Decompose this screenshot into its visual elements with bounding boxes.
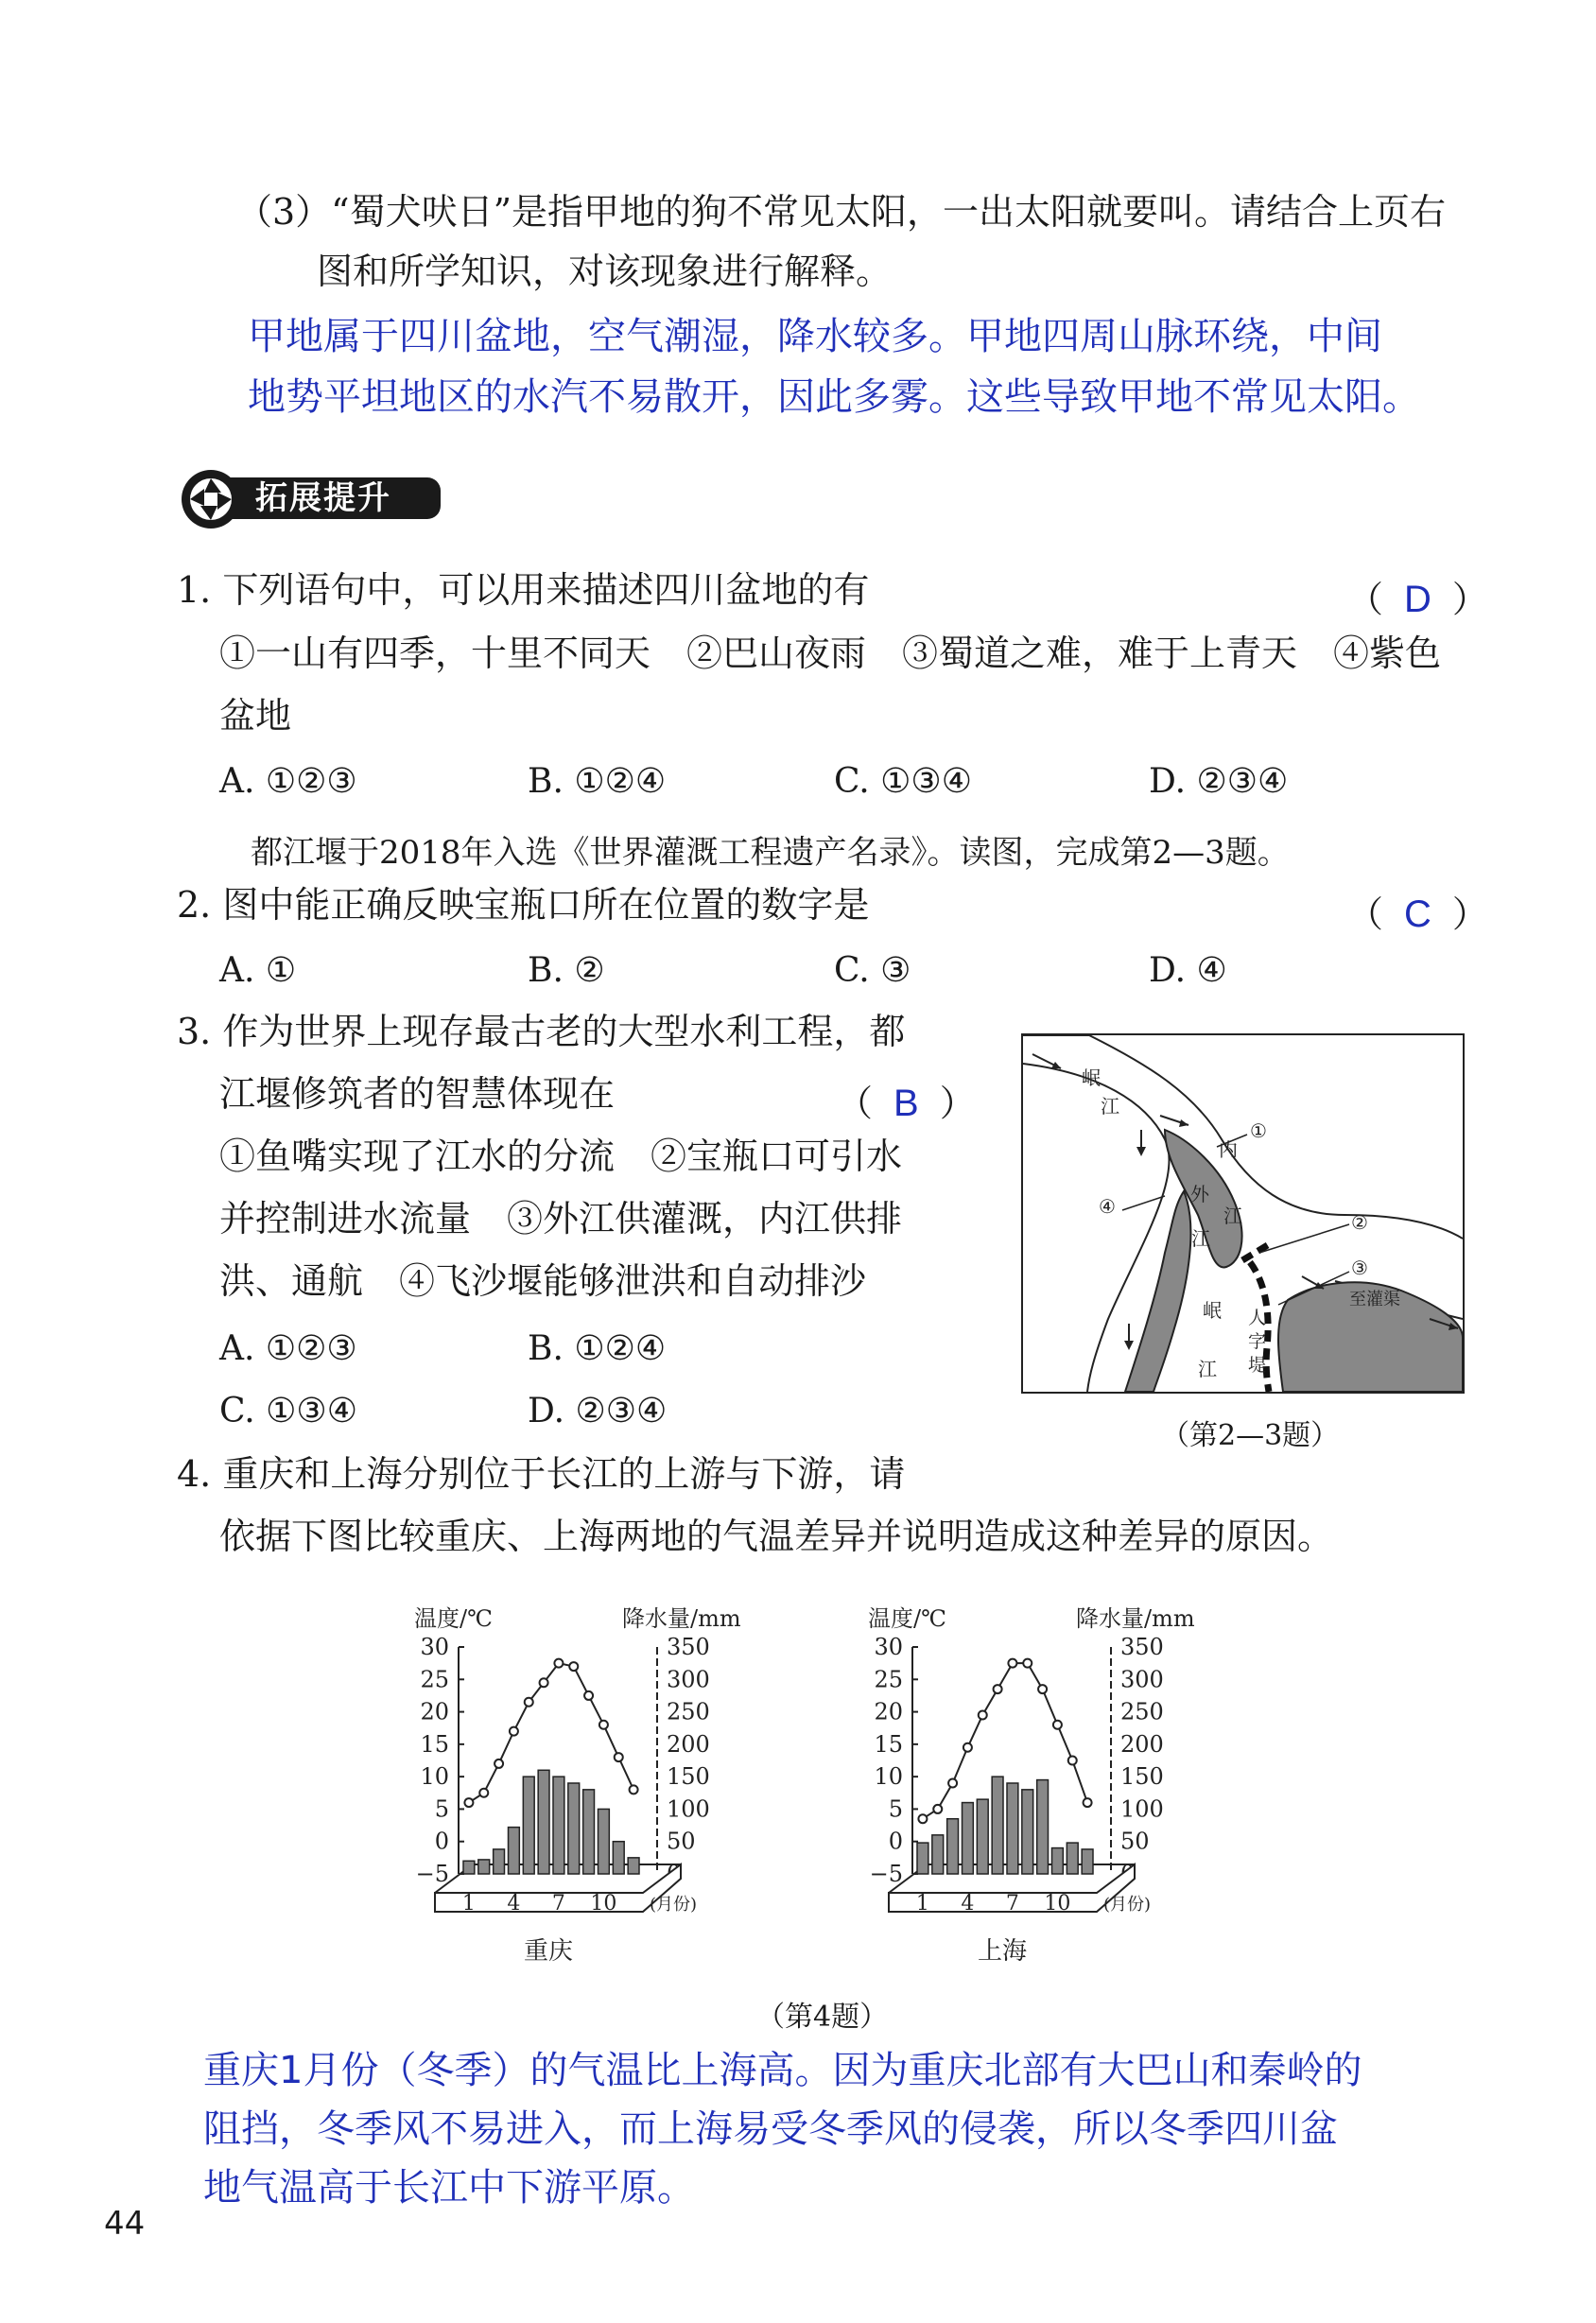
q1-items-line1: ①一山有四季，十里不同天 ②巴山夜雨 ③蜀道之难，难于上青天 ④紫色: [219, 633, 1442, 674]
temp-tick-label: 25: [874, 1666, 903, 1693]
map-label-wai: 外: [1190, 1183, 1209, 1205]
temp-point-7: [554, 1659, 563, 1668]
temp-tick-label: 15: [874, 1730, 903, 1758]
section-title: 拓展提升: [217, 477, 441, 519]
month-tick-label: 1: [915, 1892, 929, 1916]
precip-tick-label: 250: [667, 1698, 710, 1725]
precip-bar-10: [1052, 1848, 1064, 1874]
precip-tick-label: 50: [1120, 1828, 1150, 1855]
month-tick-label: 1: [461, 1892, 476, 1916]
q4-line2: 依据下图比较重庆、上海两地的气温差异并说明造成这种差异的原因。: [219, 1516, 1334, 1557]
temp-point-6: [540, 1678, 548, 1687]
temp-point-9: [1038, 1685, 1047, 1693]
map-label-di: 堤: [1248, 1355, 1267, 1376]
temp-point-8: [569, 1662, 578, 1671]
q4-caption: （第4题）: [756, 2001, 889, 2034]
chart-title: 重庆: [523, 1937, 574, 1966]
precip-tick-label: 100: [1120, 1795, 1164, 1823]
precip-bar-8: [1022, 1790, 1033, 1874]
temp-line: [923, 1663, 1087, 1819]
q3b-paren-close: ）: [939, 1083, 976, 1124]
q3b-answer: B: [893, 1083, 919, 1124]
shanghai-climate-chart: [851, 1598, 1210, 1976]
dujiangyan-map-svg: [1023, 1035, 1463, 1392]
month-tick-label: 4: [961, 1892, 975, 1916]
temp-line: [469, 1663, 633, 1802]
month-tick-label: 7: [1005, 1892, 1019, 1916]
q1-paren-open: （: [1347, 579, 1384, 620]
precip-tick-label: 300: [667, 1666, 710, 1693]
temp-tick-label: −5: [869, 1861, 903, 1887]
flying-sand-weir: [1242, 1243, 1271, 1260]
precip-bar-6: [992, 1777, 1003, 1874]
precip-tick-label: 150: [667, 1763, 710, 1791]
dujiangyan-map: [1021, 1033, 1465, 1394]
temp-tick-label: 30: [874, 1634, 903, 1660]
q2-option-b: B. ②: [528, 951, 605, 990]
precip-tick-label: 200: [667, 1730, 710, 1758]
q2-answer: C: [1404, 893, 1431, 935]
precip-bar-7: [553, 1777, 564, 1874]
temp-point-9: [584, 1691, 593, 1700]
temp-tick-label: 5: [434, 1795, 449, 1823]
temp-point-11: [615, 1753, 623, 1761]
temp-point-3: [948, 1779, 957, 1788]
month-tick-label: 7: [551, 1892, 565, 1916]
map-label-n4: ④: [1099, 1195, 1116, 1218]
q2-answer-paren: [1347, 885, 1488, 937]
precip-bar-12: [1082, 1849, 1093, 1874]
temp-tick-label: 15: [420, 1730, 449, 1758]
precip-axis-title: 降水量/mm: [622, 1605, 741, 1632]
precip-bar-11: [1067, 1843, 1078, 1874]
precip-bar-5: [523, 1777, 534, 1874]
temp-tick-label: 30: [420, 1634, 449, 1660]
map-label-n1: ①: [1250, 1119, 1267, 1142]
temp-tick-label: 0: [888, 1828, 903, 1855]
q4-answer-line2: 阻挡，冬季风不易进入，而上海易受冬季风的侵袭，所以冬季四川盆: [203, 2107, 1338, 2151]
precip-bar-6: [538, 1770, 549, 1874]
q4-answer-line3: 地气温高于长江中下游平原。: [203, 2166, 695, 2210]
q1-stem: 1. 下列语句中，可以用来描述四川盆地的有: [177, 569, 870, 611]
intro-text: 都江堰于2018年入选《世界灌溉工程遗产名录》。读图，完成第2—3题。: [251, 834, 1290, 872]
q2-paren-open: （: [1347, 893, 1384, 935]
precip-bar-10: [598, 1809, 610, 1874]
q1-paren-close: ）: [1451, 579, 1488, 620]
temp-tick-label: 20: [420, 1698, 449, 1725]
temp-tick-label: 20: [874, 1698, 903, 1725]
chongqing-climate-chart: [397, 1598, 756, 1976]
q2-option-c: C. ③: [834, 951, 911, 990]
precip-tick-label: 350: [1120, 1634, 1164, 1660]
q3b-option-b: B. ①②④: [528, 1329, 667, 1368]
temp-point-4: [510, 1727, 518, 1736]
temp-point-2: [933, 1805, 942, 1813]
map-caption: （第2—3题）: [1161, 1419, 1340, 1452]
q1-option-d: D. ②③④: [1149, 762, 1289, 801]
q2-stem: 2. 图中能正确反映宝瓶口所在位置的数字是: [177, 884, 870, 926]
q1-option-b: B. ①②④: [528, 762, 667, 801]
map-label-min-top: 岷: [1082, 1066, 1101, 1089]
temp-point-1: [464, 1798, 473, 1807]
q1-option-a: A. ①②③: [219, 762, 357, 801]
temp-point-10: [1053, 1721, 1062, 1729]
month-axis-title: (月份): [650, 1895, 698, 1915]
precip-bar-9: [1037, 1780, 1049, 1874]
precip-bar-12: [628, 1858, 639, 1874]
q2-option-a: A. ①: [219, 951, 297, 990]
precip-tick-label: 300: [1120, 1666, 1164, 1693]
precip-tick-label: 350: [667, 1634, 710, 1660]
month-axis-title: (月份): [1103, 1895, 1152, 1915]
q3b-line1: 3. 作为世界上现存最古老的大型水利工程，都: [177, 1011, 906, 1052]
temp-axis-title: 温度/℃: [868, 1605, 946, 1632]
q2-option-d: D. ④: [1149, 951, 1227, 990]
section-banner: [180, 468, 442, 527]
temp-tick-label: 10: [420, 1763, 449, 1791]
precip-tick-label: 250: [1120, 1698, 1164, 1725]
precip-bar-4: [509, 1828, 520, 1874]
temp-tick-label: 10: [874, 1763, 903, 1791]
q3b-paren-open: （: [837, 1083, 874, 1124]
map-label-jiang-top: 江: [1101, 1095, 1119, 1118]
map-label-renzi: 人: [1248, 1308, 1267, 1328]
chart-title: 上海: [977, 1937, 1028, 1966]
precip-bar-7: [1007, 1783, 1018, 1874]
map-label-zi: 字: [1248, 1331, 1267, 1352]
q1-option-c: C. ①③④: [834, 762, 972, 801]
page-number: 44: [104, 2205, 146, 2243]
q3b-line3: ①鱼嘴实现了江水的分流 ②宝瓶口可引水: [219, 1135, 903, 1177]
temp-point-10: [599, 1721, 608, 1729]
temp-point-4: [963, 1743, 972, 1752]
temp-tick-label: 5: [888, 1795, 903, 1823]
q3-answer-line2: 地势平坦地区的水汽不易散开，因此多雾。这些导致甲地不常见太阳。: [248, 375, 1420, 419]
map-label-wai-jiang: 江: [1191, 1227, 1210, 1250]
precip-bar-2: [932, 1835, 944, 1874]
temp-point-12: [630, 1785, 638, 1794]
temp-point-11: [1068, 1757, 1077, 1765]
temp-point-6: [994, 1685, 1002, 1693]
precip-bar-2: [478, 1860, 490, 1874]
month-tick-label: 4: [507, 1892, 521, 1916]
precip-bar-3: [494, 1849, 505, 1874]
map-label-min-bottom: 岷: [1203, 1299, 1222, 1322]
precip-tick-label: 50: [667, 1828, 696, 1855]
map-label-to-irrigation: 至灌渠: [1349, 1290, 1400, 1309]
q3-line2: 图和所学知识，对该现象进行解释。: [317, 251, 893, 292]
precip-bar-9: [583, 1790, 595, 1874]
q3-line1: （3）“蜀犬吠日”是指甲地的狗不常见太阳，一出太阳就要叫。请结合上页右: [236, 191, 1447, 233]
temp-tick-label: 25: [420, 1666, 449, 1693]
temp-point-5: [525, 1698, 533, 1707]
map-label-nei: 内: [1219, 1138, 1238, 1161]
precip-bar-8: [568, 1783, 580, 1874]
temp-axis-title: 温度/℃: [414, 1605, 493, 1632]
q3b-line2: 江堰修筑者的智慧体现在: [219, 1073, 616, 1115]
precip-bar-11: [613, 1842, 624, 1874]
precip-bar-4: [963, 1803, 974, 1874]
aperture-icon: [180, 468, 242, 530]
month-tick-label: 10: [1044, 1892, 1071, 1916]
map-label-n2: ②: [1351, 1211, 1368, 1234]
map-label-nei-jiang: 江: [1223, 1205, 1242, 1227]
q4-line1: 4. 重庆和上海分别位于长江的上游与下游，请: [177, 1453, 906, 1495]
q3-answer-line1: 甲地属于四川盆地，空气潮湿，降水较多。甲地四周山脉环绕，中间: [248, 315, 1382, 358]
q4-answer-line1: 重庆1月份（冬季）的气温比上海高。因为重庆北部有大巴山和秦岭的: [203, 2049, 1362, 2092]
precip-bar-1: [463, 1861, 475, 1874]
temp-point-7: [1008, 1659, 1016, 1668]
precip-tick-label: 100: [667, 1795, 710, 1823]
q1-items-line2: 盆地: [219, 695, 292, 737]
q1-answer: D: [1404, 579, 1431, 620]
q3b-answer-paren: [837, 1074, 976, 1126]
precip-axis-title: 降水量/mm: [1076, 1605, 1195, 1632]
map-label-n3: ③: [1351, 1257, 1368, 1279]
q1-answer-paren: [1347, 570, 1488, 622]
temp-tick-label: −5: [415, 1861, 449, 1887]
q3b-option-c: C. ①③④: [219, 1392, 357, 1430]
precip-tick-label: 200: [1120, 1730, 1164, 1758]
q3b-option-d: D. ②③④: [528, 1392, 668, 1430]
temp-point-3: [494, 1760, 503, 1768]
temp-point-2: [479, 1789, 488, 1797]
precip-bar-5: [977, 1799, 988, 1874]
outer-island: [1125, 1191, 1190, 1392]
temp-point-8: [1023, 1659, 1032, 1668]
q3b-line4: 并控制进水流量 ③外江供灌溉，内江供排: [219, 1198, 903, 1240]
q3b-option-a: A. ①②③: [219, 1329, 357, 1368]
temp-point-5: [979, 1711, 987, 1720]
precip-bar-1: [917, 1843, 928, 1874]
precip-tick-label: 150: [1120, 1763, 1164, 1791]
temp-tick-label: 0: [434, 1828, 449, 1855]
q2-paren-close: ）: [1451, 893, 1488, 935]
map-label-jiang-bottom: 江: [1198, 1358, 1217, 1380]
temp-point-1: [918, 1814, 927, 1823]
q3b-line5: 洪、通航 ④飞沙堰能够泄洪和自动排沙: [219, 1260, 867, 1302]
temp-point-12: [1084, 1798, 1092, 1807]
precip-bar-3: [947, 1819, 959, 1874]
month-tick-label: 10: [590, 1892, 617, 1916]
